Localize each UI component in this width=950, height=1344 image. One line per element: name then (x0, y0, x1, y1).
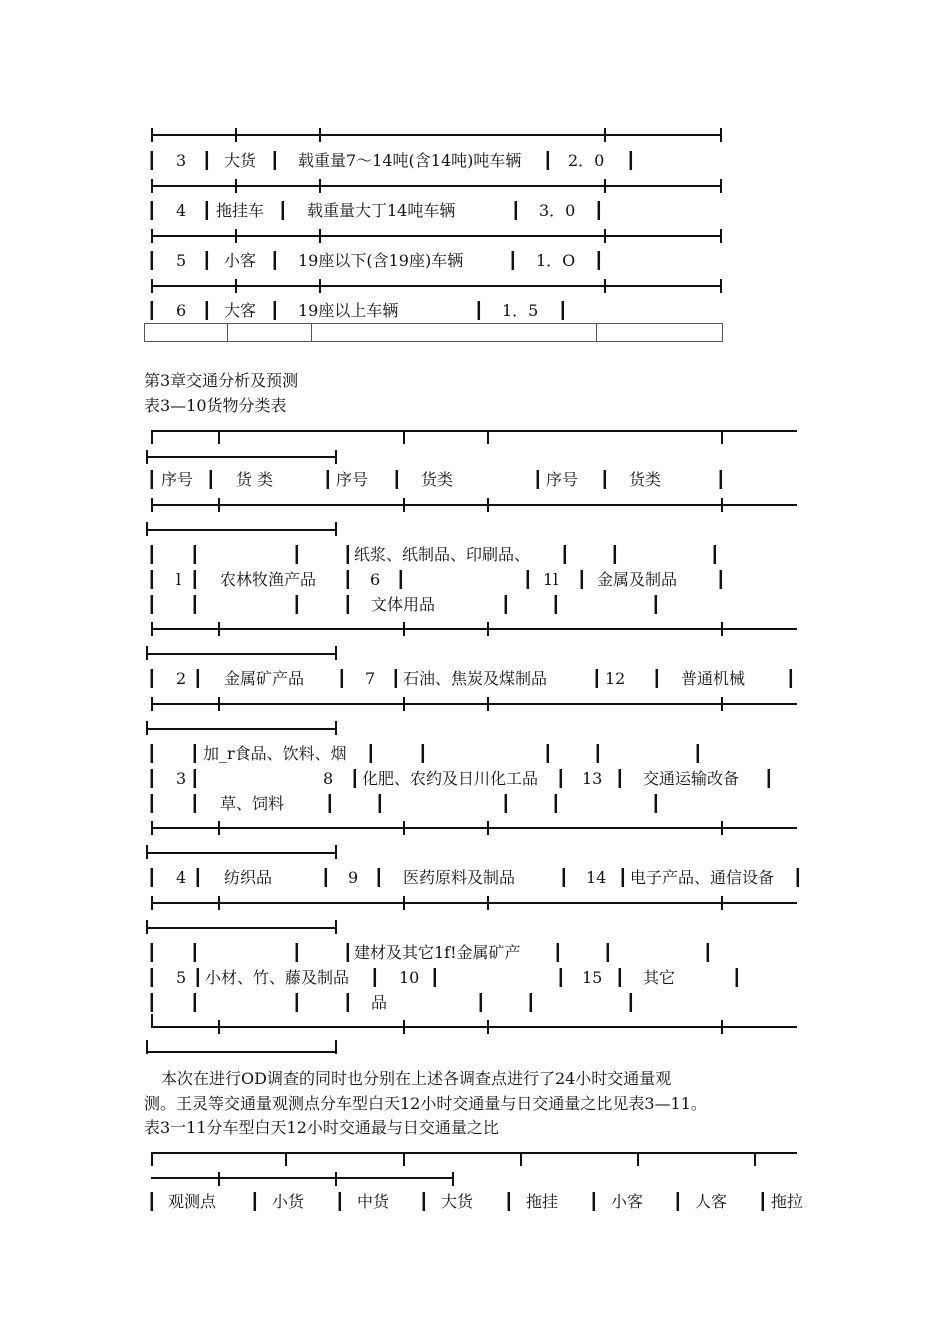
table-tick (146, 646, 148, 660)
table-tick (151, 128, 153, 142)
cell-border: ┃ (147, 669, 157, 688)
cell-border: ┃ (343, 545, 353, 564)
cell-border: ┃ (589, 1192, 599, 1211)
table-tick (721, 697, 723, 711)
cell-type: 纺织品 (224, 868, 273, 887)
cell-border: ┃ (343, 595, 353, 614)
cell-type: 农林牧渔产品 (220, 570, 317, 589)
cell-border: ┃ (343, 943, 353, 962)
cell-border: ┃ (556, 769, 566, 788)
table-tick (319, 229, 321, 243)
row-no: 4 (176, 201, 187, 220)
table-tick (285, 1152, 287, 1166)
cell-border: ┃ (610, 545, 620, 564)
table-rule (151, 902, 797, 904)
cell-border: ┃ (673, 1192, 683, 1211)
table-tick (218, 896, 220, 910)
row-type: 大客 (224, 301, 257, 320)
table-bottom-divider (596, 324, 597, 341)
cell-border: ┃ (508, 251, 518, 270)
cell-border: ┃ (335, 1192, 345, 1211)
cell-border: ┃ (321, 868, 331, 887)
cell-border: ┃ (593, 744, 603, 763)
cell-border: ┃ (147, 301, 157, 320)
table-tick (335, 920, 337, 934)
table-tick (151, 697, 153, 711)
cell-border: ┃ (418, 744, 428, 763)
cell-border: ┃ (343, 993, 353, 1012)
table-rule (151, 504, 797, 506)
cell-no: 4 (176, 868, 187, 887)
table-rule (146, 1051, 337, 1053)
cell-border: ┃ (147, 993, 157, 1012)
row-coef: 1．O (536, 251, 576, 270)
cell-border: ┃ (202, 151, 212, 170)
cell-border: ┃ (292, 943, 302, 962)
table-tick (218, 622, 220, 636)
table-tick (721, 821, 723, 835)
table-rule (151, 628, 797, 630)
cell-border: ┃ (147, 794, 157, 813)
cell-type2: 纸浆、纸制品、印刷品、 (354, 545, 531, 564)
header-no3: 序号 (546, 470, 579, 489)
cell-border: ┃ (190, 570, 200, 589)
table-tick (235, 128, 237, 142)
row-type: 小客 (224, 251, 257, 270)
row-no: 6 (176, 301, 187, 320)
cell-no2: 9 (348, 868, 359, 887)
cell-type3: 其它 (643, 968, 676, 987)
table-rule (146, 852, 337, 854)
chapter-heading: 第3章交通分析及预测 (144, 371, 299, 390)
cell-border: ┃ (147, 545, 157, 564)
table-tick (218, 697, 220, 711)
cell-no3: 13 (582, 769, 603, 788)
cell-border: ┃ (270, 251, 280, 270)
cell-type3: 交通运输改备 (643, 769, 740, 788)
table-tick (335, 721, 337, 735)
cell-border: ┃ (193, 868, 203, 887)
cell-border: ┃ (193, 669, 203, 688)
cell-border: ┃ (278, 201, 288, 220)
cell-border: ┃ (193, 968, 203, 987)
table-tick (487, 821, 489, 835)
cell-type: 加_r食品、饮料、烟 (203, 744, 347, 763)
table-rule (151, 827, 797, 829)
cell-no: 2 (176, 669, 187, 688)
header-type3: 货类 (629, 470, 662, 489)
cell-type2: 品 (371, 993, 388, 1012)
table-tick (235, 179, 237, 193)
cell-type2: 石油、焦炭及煤制品 (403, 669, 548, 688)
cell-border: ┃ (786, 669, 796, 688)
cell-border: ┃ (147, 470, 157, 489)
cell-border: ┃ (523, 570, 533, 589)
table-tick (235, 279, 237, 293)
cell-border: ┃ (430, 968, 440, 987)
cell-type3: 金属及制品 (597, 570, 678, 589)
cell-border: ┃ (350, 769, 360, 788)
cell-no: 3 (176, 769, 187, 788)
cell-border: ┃ (603, 943, 613, 962)
cell-border: ┃ (292, 993, 302, 1012)
table-tick (487, 430, 489, 444)
cell-border: ┃ (716, 470, 726, 489)
table-tick (721, 1020, 723, 1034)
table-bottom-divider (227, 324, 228, 341)
cell-border: ┃ (577, 570, 587, 589)
cell-border: ┃ (392, 470, 402, 489)
cell-border: ┃ (147, 595, 157, 614)
cell-border: ┃ (764, 769, 774, 788)
cell-border: ┃ (551, 595, 561, 614)
cell-border: ┃ (375, 794, 385, 813)
row-desc: 19座以下(含19座)车辆 (298, 251, 464, 270)
table-tick (604, 229, 606, 243)
paragraph-line: 测。王灵等交通量观测点分车型白天12小时交通量与日交通量之比见表3—11。 (144, 1094, 707, 1113)
cell-border: ┃ (710, 545, 720, 564)
header-no2: 序号 (336, 470, 369, 489)
cell-no2: 7 (365, 669, 376, 688)
cell-border: ┃ (600, 470, 610, 489)
cell-border: ┃ (374, 868, 384, 887)
table-tick (721, 498, 723, 512)
table-tick (151, 821, 153, 835)
table-rule (146, 529, 337, 531)
row-desc: 载重量7～14吨(含14吨)吨车辆 (298, 151, 522, 170)
table-rule (151, 430, 797, 432)
cell-border: ┃ (553, 943, 563, 962)
cell-border: ┃ (543, 744, 553, 763)
cell-border: ┃ (147, 1192, 157, 1211)
row-no: 5 (176, 251, 187, 270)
cell-border: ┃ (474, 301, 484, 320)
table-tick (151, 279, 153, 293)
table-tick (218, 821, 220, 835)
cell-border: ┃ (323, 470, 333, 489)
table-tick (151, 498, 153, 512)
cell-border: ┃ (147, 868, 157, 887)
cell-border: ┃ (270, 301, 280, 320)
header-cell: 中货 (357, 1192, 390, 1211)
cell-border: ┃ (343, 570, 353, 589)
cell-type2: 建材及其它1f!金属矿产 (354, 943, 521, 962)
cell-border: ┃ (592, 669, 602, 688)
table-tick (146, 721, 148, 735)
row-type: 大货 (224, 151, 257, 170)
table-tick (151, 1152, 153, 1166)
table-tick (146, 845, 148, 859)
header-type: 货 类 (236, 470, 274, 489)
table-tick (403, 1020, 405, 1034)
table-tick (487, 622, 489, 636)
table-tick (721, 622, 723, 636)
cell-border: ┃ (190, 794, 200, 813)
table-bottom-divider (311, 324, 312, 341)
table-tick (335, 522, 337, 536)
cell-border: ┃ (511, 201, 521, 220)
table-rule (151, 1026, 797, 1028)
table-tick (487, 896, 489, 910)
table-tick (452, 1172, 454, 1186)
cell-type: 金属矿产品 (224, 669, 305, 688)
header-cell: 拖拉 (771, 1192, 804, 1211)
cell-border: ┃ (501, 794, 511, 813)
cell-border: ┃ (626, 151, 636, 170)
cell-border: ┃ (396, 570, 406, 589)
cell-border: ┃ (190, 595, 200, 614)
table-tick (218, 1172, 220, 1186)
paragraph-line: 本次在进行OD调查的同时也分别在上述各调查点进行了24小时交通量观 (161, 1069, 672, 1088)
cell-border: ┃ (551, 794, 561, 813)
cell-border: ┃ (693, 744, 703, 763)
table-tick (403, 498, 405, 512)
cell-border: ┃ (206, 470, 216, 489)
table-rule (151, 703, 797, 705)
cell-border: ┃ (292, 595, 302, 614)
table-tick (487, 498, 489, 512)
table-tick (487, 1020, 489, 1034)
table-tick (721, 896, 723, 910)
table-tick (403, 622, 405, 636)
table-tick (604, 179, 606, 193)
table-tick (146, 450, 148, 464)
cell-border: ┃ (560, 545, 570, 564)
cell-type3: 电子产品、通信设备 (630, 868, 775, 887)
cell-border: ┃ (626, 993, 636, 1012)
cell-border: ┃ (501, 595, 511, 614)
table-tick (754, 1152, 756, 1166)
table-tick (151, 1014, 153, 1028)
cell-border: ┃ (391, 669, 401, 688)
table-bottom-box (144, 323, 723, 342)
table-tick (151, 896, 153, 910)
cell-border: ┃ (716, 570, 726, 589)
cell-border: ┃ (652, 669, 662, 688)
table-tick (604, 279, 606, 293)
cell-border: ┃ (558, 301, 568, 320)
table-tick (720, 279, 722, 293)
table-rule (146, 927, 337, 929)
row-no: 3 (176, 151, 187, 170)
table-tick (146, 920, 148, 934)
table-rule (146, 728, 337, 730)
cell-border: ┃ (526, 993, 536, 1012)
table-tick (146, 522, 148, 536)
table-tick (151, 229, 153, 243)
table-rule (151, 1152, 797, 1154)
cell-border: ┃ (370, 968, 380, 987)
cell-border: ┃ (147, 968, 157, 987)
cell-border: ┃ (190, 769, 200, 788)
table-tick (335, 845, 337, 859)
table-caption: 表3—10货物分类表 (144, 396, 287, 415)
cell-border: ┃ (147, 201, 157, 220)
table-tick (319, 128, 321, 142)
cell-no3: 12 (605, 669, 626, 688)
cell-border: ┃ (292, 545, 302, 564)
cell-border: ┃ (533, 470, 543, 489)
table-tick (218, 1020, 220, 1034)
table-tick (151, 430, 153, 444)
cell-border: ┃ (556, 968, 566, 987)
cell-border: ┃ (419, 1192, 429, 1211)
cell-border: ┃ (147, 769, 157, 788)
table-tick (335, 1172, 337, 1186)
table-tick (720, 179, 722, 193)
cell-type3: 普通机械 (681, 669, 746, 688)
table-tick (720, 229, 722, 243)
table-tick (403, 896, 405, 910)
cell-type: 小材、竹、藤及制品 (205, 968, 350, 987)
table-tick (604, 128, 606, 142)
cell-type2: 文体用品 (371, 595, 436, 614)
header-cell: 大货 (441, 1192, 474, 1211)
header-cell: 小货 (272, 1192, 305, 1211)
cell-border: ┃ (615, 968, 625, 987)
row-coef: 2．0 (568, 151, 605, 170)
cell-border: ┃ (147, 251, 157, 270)
table-tick (487, 697, 489, 711)
table-tick (403, 430, 405, 444)
row-desc: 19座以上车辆 (298, 301, 399, 320)
cell-border: ┃ (594, 251, 604, 270)
header-no: 序号 (161, 470, 194, 489)
cell-no2: 8 (323, 769, 334, 788)
table-tick (403, 697, 405, 711)
table-tick (520, 1152, 522, 1166)
table-tick (720, 128, 722, 142)
cell-border: ┃ (147, 151, 157, 170)
header-cell: 拖挂 (526, 1192, 559, 1211)
cell-border: ┃ (651, 794, 661, 813)
cell-border: ┃ (147, 570, 157, 589)
cell-no3: 1l (543, 570, 559, 589)
row-coef: 1．5 (502, 301, 539, 320)
cell-border: ┃ (732, 968, 742, 987)
cell-border: ┃ (651, 595, 661, 614)
cell-type2: 化肥、农约及日川化工品 (362, 769, 539, 788)
table-tick (403, 821, 405, 835)
header-cell: 观测点 (168, 1192, 217, 1211)
cell-type: 草、饲料 (220, 794, 285, 813)
cell-border: ┃ (543, 151, 553, 170)
table-tick (151, 179, 153, 193)
cell-no3: 14 (586, 868, 607, 887)
cell-border: ┃ (337, 669, 347, 688)
table-caption: 表3一11分车型白天12小时交通最与日交通量之比 (144, 1118, 499, 1137)
cell-no: 5 (176, 968, 187, 987)
cell-no2: 10 (399, 968, 420, 987)
cell-no3: 15 (582, 968, 603, 987)
cell-no: l (176, 570, 182, 589)
cell-border: ┃ (250, 1192, 260, 1211)
table-tick (235, 229, 237, 243)
table-rule (151, 1177, 454, 1179)
cell-border: ┃ (190, 744, 200, 763)
cell-border: ┃ (202, 201, 212, 220)
cell-border: ┃ (758, 1192, 768, 1211)
table-tick (403, 1152, 405, 1166)
table-rule (146, 653, 337, 655)
cell-no2: 6 (370, 570, 381, 589)
header-type2: 货类 (421, 470, 454, 489)
table-tick (319, 279, 321, 293)
cell-border: ┃ (190, 993, 200, 1012)
cell-border: ┃ (190, 943, 200, 962)
table-tick (335, 646, 337, 660)
cell-border: ┃ (559, 868, 569, 887)
cell-border: ┃ (594, 201, 604, 220)
cell-border: ┃ (793, 868, 803, 887)
cell-type2: 医药原料及制品 (403, 868, 516, 887)
cell-border: ┃ (703, 943, 713, 962)
header-cell: 人客 (695, 1192, 728, 1211)
cell-border: ┃ (615, 769, 625, 788)
row-coef: 3．0 (539, 201, 576, 220)
row-type: 拖挂车 (216, 201, 265, 220)
header-cell: 小客 (611, 1192, 644, 1211)
table-tick (319, 179, 321, 193)
table-tick (335, 450, 337, 464)
table-tick (218, 430, 220, 444)
table-tick (218, 498, 220, 512)
cell-border: ┃ (325, 794, 335, 813)
cell-border: ┃ (504, 1192, 514, 1211)
cell-border: ┃ (147, 943, 157, 962)
cell-border: ┃ (190, 545, 200, 564)
cell-border: ┃ (270, 151, 280, 170)
table-tick (335, 1040, 337, 1054)
table-tick (151, 622, 153, 636)
table-tick (637, 1152, 639, 1166)
cell-border: ┃ (476, 993, 486, 1012)
cell-border: ┃ (618, 868, 628, 887)
table-rule (146, 456, 337, 458)
table-tick (146, 1040, 148, 1054)
row-desc: 载重量大丁14吨车辆 (307, 201, 456, 220)
cell-border: ┃ (202, 251, 212, 270)
cell-border: ┃ (366, 744, 376, 763)
cell-border: ┃ (147, 744, 157, 763)
cell-border: ┃ (202, 301, 212, 320)
table-tick (721, 430, 723, 444)
